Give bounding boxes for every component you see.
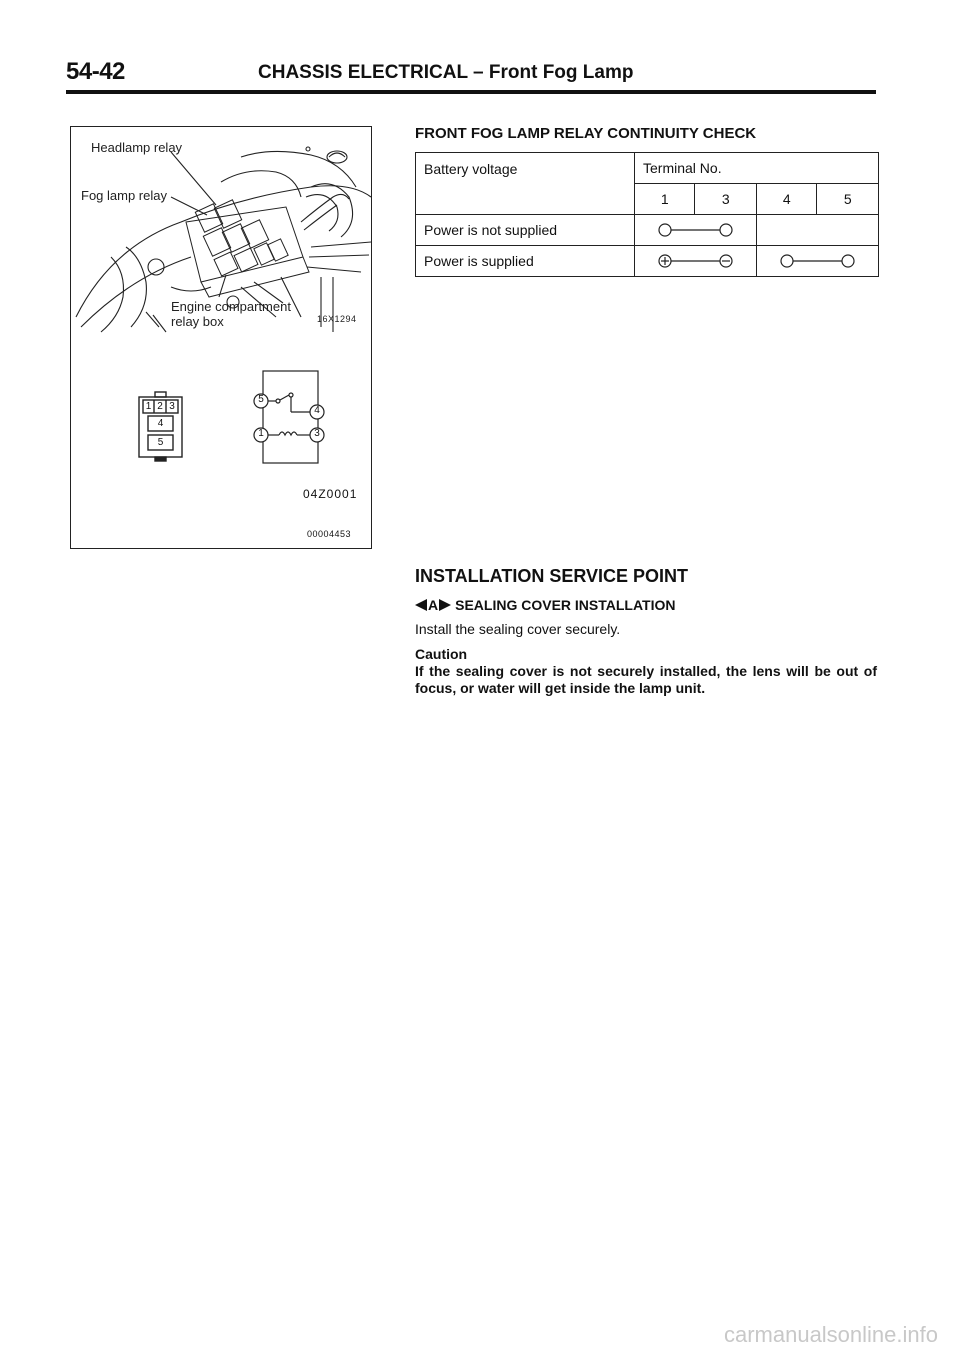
page-number: 54-42 bbox=[66, 58, 125, 85]
page-title bbox=[258, 62, 633, 84]
condition-cell: Power is not supplied bbox=[416, 215, 635, 246]
continuity-cell-empty bbox=[757, 215, 879, 246]
table-row bbox=[416, 215, 879, 246]
terminal-header-5: 5 bbox=[817, 184, 879, 215]
arrow-left-icon bbox=[415, 599, 427, 611]
terminal-header-3: 3 bbox=[695, 184, 757, 215]
title-dash: – bbox=[473, 62, 484, 83]
installation-subtitle: SEALING COVER INSTALLATION bbox=[455, 597, 676, 613]
relay-box-label: relay box bbox=[171, 314, 224, 329]
fog-lamp-relay-label: Fog lamp relay bbox=[81, 188, 167, 203]
service-point-marker bbox=[415, 597, 451, 613]
installation-body: Install the sealing cover securely. bbox=[415, 621, 621, 637]
connector-terminal-4: 4 bbox=[157, 418, 164, 429]
circuit-terminal-4: 4 bbox=[314, 405, 320, 416]
caution-text: If the sealing cover is not securely installed, the lens will be out of focus, or water will get inside the lamp unit. bbox=[415, 663, 877, 696]
arrow-right-icon bbox=[439, 599, 451, 611]
continuity-table bbox=[415, 152, 879, 277]
watermark: carmanualsonline.info bbox=[723, 1322, 938, 1347]
table-row bbox=[416, 246, 879, 277]
service-point-letter: A bbox=[428, 597, 439, 613]
installation-subtitle-row bbox=[415, 597, 676, 613]
header-rule bbox=[66, 90, 876, 94]
headlamp-relay-label: Headlamp relay bbox=[91, 140, 183, 155]
condition-cell: Power is supplied bbox=[416, 246, 635, 277]
terminal-header-1: 1 bbox=[635, 184, 695, 215]
installation-title: INSTALLATION SERVICE POINT bbox=[415, 566, 689, 586]
section-subtitle: Front Fog Lamp bbox=[488, 62, 634, 83]
continuity-check-title: FRONT FOG LAMP RELAY CONTINUITY CHECK bbox=[415, 125, 757, 142]
battery-voltage-header: Battery voltage bbox=[416, 153, 635, 215]
circuit-terminal-1: 1 bbox=[258, 428, 264, 439]
circuit-terminal-3: 3 bbox=[314, 428, 320, 439]
terminal-no-header: Terminal No. bbox=[635, 153, 879, 184]
engine-compartment-label: Engine compartment bbox=[171, 299, 291, 314]
continuity-open-symbol bbox=[635, 220, 756, 240]
circuit-terminal-5: 5 bbox=[258, 394, 264, 405]
relay-circuit-diagram bbox=[254, 371, 324, 463]
continuity-plus-minus-symbol bbox=[635, 251, 756, 271]
chapter-title: CHASSIS ELECTRICAL bbox=[258, 62, 468, 83]
relay-code: 04Z0001 bbox=[303, 487, 358, 501]
connector-terminal-1: 1 bbox=[145, 401, 152, 412]
connector-terminal-5: 5 bbox=[157, 437, 164, 448]
continuity-open-symbol bbox=[757, 251, 878, 271]
continuity-cell bbox=[635, 246, 757, 277]
connector-terminal-2: 2 bbox=[157, 401, 163, 412]
connector-terminal-3: 3 bbox=[169, 401, 175, 412]
illustration-code: 16X1294 bbox=[317, 314, 357, 324]
figure-code: 00004453 bbox=[307, 529, 352, 539]
terminal-header-4: 4 bbox=[757, 184, 817, 215]
continuity-cell bbox=[757, 246, 879, 277]
caution-label: Caution bbox=[415, 646, 468, 662]
continuity-cell bbox=[635, 215, 757, 246]
relay-figure bbox=[70, 126, 372, 549]
